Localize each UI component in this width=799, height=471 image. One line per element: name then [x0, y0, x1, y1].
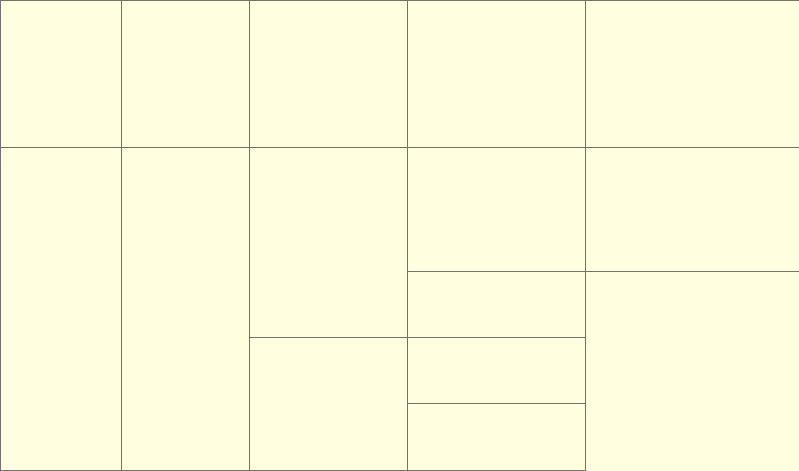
- header-ggg-grandparents: [586, 1, 799, 148]
- ggg-grandparent-3: [408, 338, 586, 404]
- ggg-grandparent-1: [586, 148, 799, 271]
- g-grandparent-1: [250, 148, 408, 338]
- ggg-grandparent-4: [408, 404, 586, 471]
- header-parents: [1, 1, 122, 148]
- ggg-grandparent-2: [408, 271, 586, 337]
- header-gg-grandparents: [408, 1, 586, 148]
- gg-grandparent-1: [408, 148, 586, 271]
- gg-grandparent-2: [250, 338, 408, 471]
- header-grandparents: [122, 1, 250, 148]
- grandparent-ss: [122, 148, 250, 471]
- header-row: [1, 1, 799, 148]
- sire-cell: [1, 148, 122, 471]
- header-g-grandparents: [250, 1, 408, 148]
